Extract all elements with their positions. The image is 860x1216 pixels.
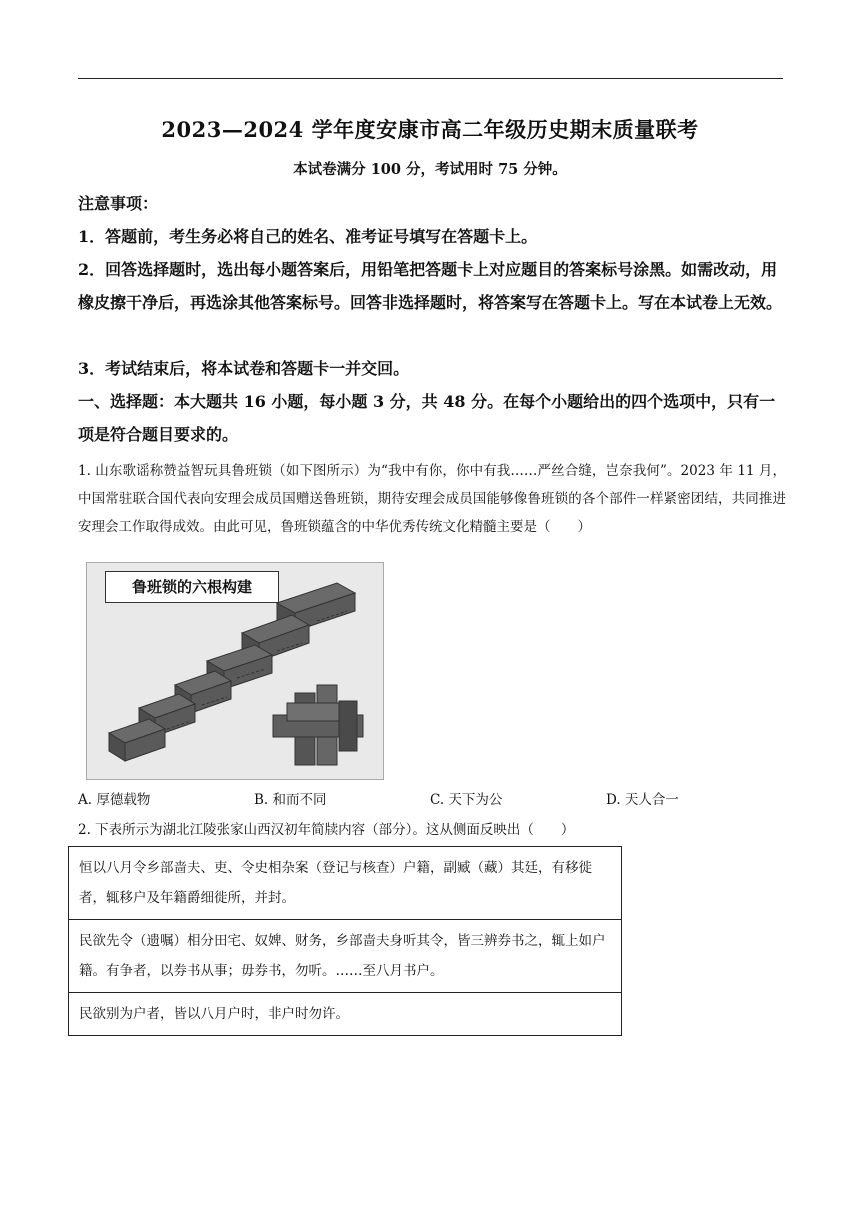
option-a[interactable]: A. 厚德载物 (78, 792, 151, 808)
section-heading: 一、选择题：本大题共 16 小题，每小题 3 分，共 48 分。在每个小题给出的四个选项中，只有一项是符合题目要求的。 (78, 392, 776, 444)
question-2-text: 2. 下表所示为湖北江陵张家山西汉初年简牍内容（部分）。这从侧面反映出（ ） (78, 822, 575, 838)
option-d[interactable]: D. 天人合一 (606, 792, 679, 808)
bamboo-slip-table (68, 846, 622, 1036)
notice-heading: 注意事项： (78, 194, 159, 213)
figure-label: 鲁班锁的六根构建 (105, 571, 279, 603)
question-1-options (78, 788, 778, 810)
table-cell: 民欲别为户者，皆以八月户时，非户时勿许。 (69, 993, 622, 1036)
table-row (69, 847, 622, 920)
luban-lock-figure (86, 562, 384, 780)
table-row (69, 920, 622, 993)
table-cell: 民欲先令（遗嘱）相分田宅、奴婢、财务，乡部啬夫身听其令，皆三辨券书之，辄上如户籍。有争者，以券书从事；毋券书，勿听。……至八月书户。 (69, 920, 622, 993)
luban-lock-illustration (87, 563, 383, 779)
header-rule (78, 78, 783, 79)
option-b[interactable]: B. 和而不同 (254, 792, 327, 808)
table-row (69, 993, 622, 1036)
exam-subtitle: 本试卷满分 100 分，考试用时 75 分钟。 (293, 161, 567, 178)
question-1-text: 1. 山东歌谣称赞益智玩具鲁班锁（如下图所示）为“我中有你，你中有我……严丝合缝，岂奈我何”。2023 年 11 月，中国常驻联合国代表向安理会成员国赠送鲁班锁，期待安理会成员国能够像鲁班锁的各个部件一样紧密团结，共同推进安理会工作取得成效。由此可见，鲁班锁蕴含的中华优秀传统文化精髓主要是（ ） (78, 463, 786, 535)
notice-item-2: 2．回答选择题时，选出每小题答案后，用铅笔把答题卡上对应题目的答案标号涂黑。如需改动，用橡皮擦干净后，再选涂其他答案标号。回答非选择题时，将答案写在答题卡上。写在本试卷上无效。 (78, 260, 783, 312)
option-c[interactable]: C. 天下为公 (430, 792, 503, 808)
notice-item-1: 1．答题前，考生务必将自己的姓名、准考证号填写在答题卡上。 (78, 227, 538, 246)
exam-title: 2023—2024 学年度安康市高二年级历史期末质量联考 (161, 117, 699, 142)
notice-item-3: 3．考试结束后，将本试卷和答题卡一并交回。 (78, 359, 410, 378)
table-cell: 恒以八月令乡部啬夫、吏、令史相杂案（登记与核查）户籍，副臧（藏）其廷，有移徙者，辄移户及年籍爵细徙所，并封。 (69, 847, 622, 920)
